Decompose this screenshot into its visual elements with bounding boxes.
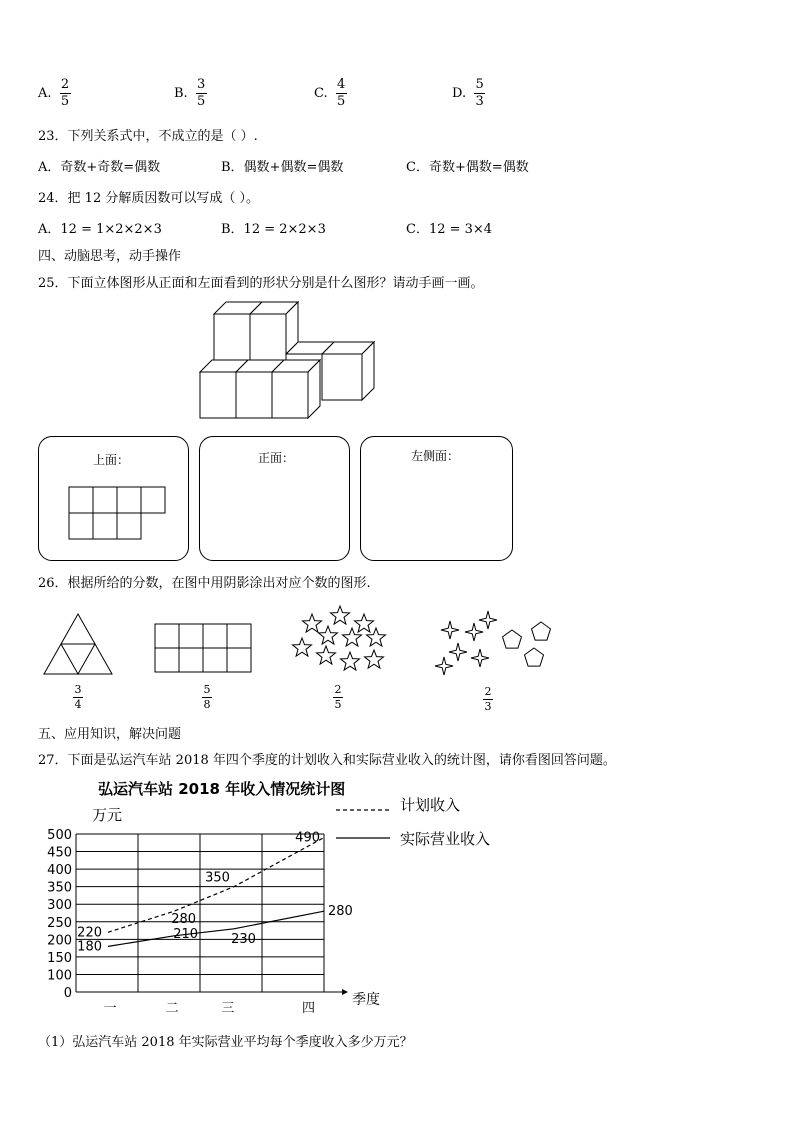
star-icon[interactable] (331, 606, 350, 624)
data-label: 220 (77, 925, 102, 941)
fraction-3-4 (73, 684, 83, 710)
q24-option-a: A．12 = 1×2×2×3 (38, 222, 162, 237)
q26-stem: 26．根据所给的分数，在图中用阴影涂出对应个数的图形. (38, 576, 371, 591)
top-view-label: 上面： (93, 453, 130, 467)
star-icon[interactable] (293, 638, 312, 656)
sparkle-icon[interactable] (449, 643, 467, 661)
fraction-denominator: 3 (484, 699, 492, 713)
fraction-2-5 (333, 684, 343, 710)
fraction-numerator: 3 (74, 683, 82, 696)
y-tick-label: 400 (47, 863, 72, 879)
pentagon-icon[interactable] (532, 622, 551, 640)
star-icon[interactable] (319, 626, 338, 644)
fraction-denominator: 5 (336, 93, 346, 109)
y-tick-label: 150 (47, 950, 72, 966)
q22-option-c (314, 78, 347, 108)
rectangle-grid-figure[interactable] (154, 623, 254, 675)
front-view-box[interactable] (199, 436, 350, 561)
q22-option-a (38, 78, 71, 108)
y-tick-label: 250 (47, 915, 72, 931)
section-5-heading: 五、应用知识，解决问题 (38, 727, 182, 742)
option-fraction (336, 78, 347, 108)
sparkle-icon[interactable] (441, 621, 459, 639)
q23-stem: 23．下列关系式中，不成立的是（ ）. (38, 129, 258, 144)
q23-option-b: B．偶数+偶数=偶数 (221, 160, 344, 175)
x-axis-arrow-icon (342, 989, 348, 995)
sparkle-icon[interactable] (435, 657, 453, 675)
q24-stem: 24．把 12 分解质因数可以写成（ ）。 (38, 191, 259, 206)
option-fraction (196, 78, 207, 108)
data-label: 180 (77, 939, 102, 955)
option-letter: C. (314, 85, 328, 101)
fraction-denominator: 3 (475, 93, 484, 109)
data-label: 230 (231, 931, 256, 947)
fraction-numerator: 4 (336, 77, 346, 92)
data-label: 490 (295, 830, 320, 846)
fraction-numerator: 2 (484, 685, 492, 698)
x-tick-label: 一 (103, 1001, 117, 1016)
sparkles-pentagons-figure[interactable] (432, 608, 558, 680)
y-tick-label: 450 (47, 845, 72, 861)
left-view-box[interactable] (360, 436, 513, 561)
fraction-numerator: 3 (197, 77, 206, 92)
sparkle-icon[interactable] (479, 611, 497, 629)
pentagon-icon[interactable] (525, 648, 544, 666)
star-icon[interactable] (341, 652, 360, 670)
triangle-figure[interactable] (40, 610, 120, 680)
data-label: 280 (171, 912, 197, 928)
cube-stack-figure (190, 292, 390, 424)
chart-title: 弘运汽车站 2018 年收入情况统计图 (98, 780, 346, 798)
star-icon[interactable] (365, 650, 384, 668)
section-4-heading: 四、动脑思考，动手操作 (38, 249, 182, 264)
legend-label-actual: 实际营业收入 (400, 830, 491, 848)
fraction-5-8 (202, 684, 212, 710)
x-tick-label: 三 (221, 1001, 235, 1016)
fraction-denominator: 4 (74, 697, 82, 711)
y-tick-label: 500 (47, 828, 72, 843)
fraction-denominator: 5 (334, 697, 342, 711)
front-view-label: 正面： (258, 451, 295, 465)
pentagon-icon[interactable] (503, 630, 522, 648)
top-view-box (38, 436, 189, 561)
q23-option-c: C．奇数+偶数=偶数 (406, 160, 529, 175)
x-axis-label: 季度 (352, 992, 380, 1008)
fraction-denominator: 5 (60, 93, 70, 109)
stars-figure[interactable] (288, 604, 392, 682)
star-icon[interactable] (317, 646, 336, 664)
option-fraction (474, 78, 485, 108)
y-axis-label: 万元 (92, 806, 123, 824)
q22-option-d (452, 78, 485, 108)
y-tick-label: 100 (47, 968, 72, 984)
fraction-numerator: 2 (334, 683, 342, 696)
star-icon[interactable] (303, 614, 322, 632)
fraction-numerator: 2 (60, 77, 70, 92)
sparkle-icon[interactable] (465, 623, 483, 641)
left-view-label: 左侧面： (411, 449, 460, 463)
q23-option-a: A．奇数+奇数=偶数 (38, 160, 161, 175)
sparkle-icon[interactable] (471, 649, 489, 667)
star-icon[interactable] (355, 614, 374, 632)
top-view-grid (67, 485, 167, 543)
q27-sub-question-1: （1）弘运汽车站 2018 年实际营业平均每个季度收入多少万元？ (38, 1035, 413, 1050)
y-tick-label: 300 (47, 898, 72, 914)
x-tick-label: 二 (165, 1001, 179, 1016)
fraction-2-3 (483, 686, 493, 712)
y-tick-label: 200 (47, 933, 72, 949)
data-label: 350 (205, 870, 230, 886)
q24-option-c: C．12 = 3×4 (406, 222, 493, 237)
income-line-chart (40, 772, 520, 1017)
q27-stem: 27．下面是弘运汽车站 2018 年四个季度的计划收入和实际营业收入的统计图，请你看图回答问题。 (38, 753, 616, 768)
option-letter: B. (174, 85, 188, 101)
y-tick-label: 350 (47, 880, 72, 896)
option-letter: D. (452, 85, 467, 101)
x-tick-label: 四 (301, 1001, 316, 1016)
fraction-denominator: 8 (203, 697, 211, 711)
fraction-numerator: 5 (203, 683, 211, 696)
fraction-denominator: 5 (197, 93, 206, 109)
data-label: 210 (173, 926, 199, 942)
q24-option-b: B．12 = 2×2×3 (221, 222, 326, 237)
option-letter: A. (38, 85, 52, 101)
legend-label-planned: 计划收入 (400, 796, 461, 814)
q25-stem: 25．下面立体图形从正面和左面看到的形状分别是什么图形？请动手画一画。 (38, 276, 484, 291)
fraction-numerator: 5 (475, 77, 484, 92)
q22-option-b (174, 78, 207, 108)
series-line-actual (108, 911, 324, 946)
option-fraction (60, 78, 71, 108)
data-label: 280 (328, 904, 353, 920)
y-tick-label: 0 (63, 986, 72, 1001)
